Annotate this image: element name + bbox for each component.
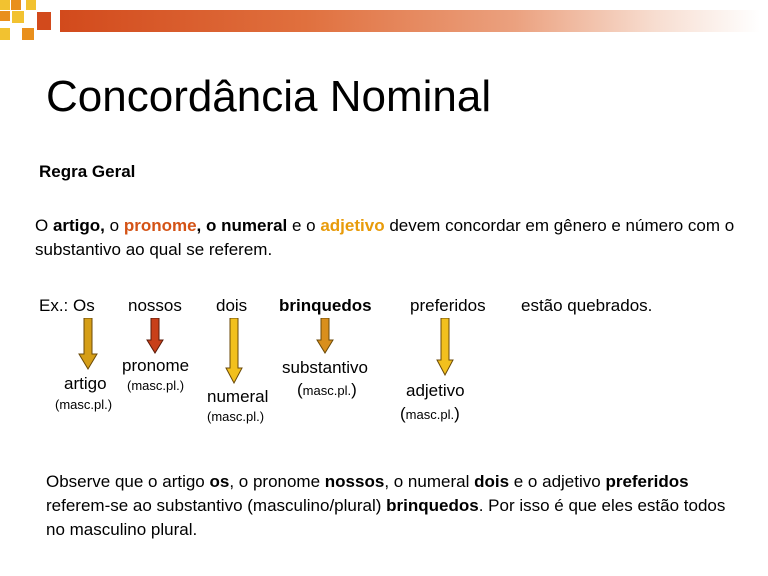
label-numeral-sub: (masc.pl.) [207,409,265,424]
example-word-nossos: nossos [128,296,182,315]
arrow-down-icon [146,318,164,354]
paren: ) [351,380,357,399]
label-pronome-sub: (masc.pl.) [127,378,185,393]
arrow-down-icon [78,318,98,370]
example-word-dois: dois [216,296,248,315]
corner-decoration [0,0,60,50]
page-title: Concordância Nominal [46,72,492,121]
observe-os: os [209,472,230,491]
rule-text: e o [287,216,321,235]
arrow-down-icon [436,318,454,376]
label-adjetivo-sub-text: masc.pl. [405,407,455,422]
example-word-preferidos: preferidos [410,296,486,315]
arrow-down-icon [316,318,334,354]
rule-text: o [104,216,124,235]
example-word-os: Ex.: Os [39,296,95,315]
paren: ( [297,380,303,399]
rule-text: devem concordar em gênero e número com o substantivo ao qual se referem. [35,216,735,259]
example-word-brinquedos: brinquedos [279,296,372,315]
rule-text: O [35,216,53,235]
rule-paragraph [35,214,735,262]
rule-numeral: numeral [221,216,288,235]
label-pronome: pronome [122,356,190,375]
label-substantivo: substantivo [282,358,368,377]
label-adjetivo: adjetivo [406,381,465,400]
paren: ) [454,404,460,423]
example-word-estao-quebrados: estão quebrados. [521,296,653,315]
label-adjetivo-sub [400,404,460,424]
observe-text: . Por isso é que eles estão todos no masculino plural. [46,496,726,539]
paren: ( [400,404,406,423]
observe-text: Observe que o artigo [46,472,210,491]
section-subtitle: Regra Geral [39,162,136,181]
label-artigo-sub: (masc.pl.) [55,397,113,412]
observe-preferidos: preferidos [605,472,689,491]
rule-pronome: pronome [123,216,197,235]
label-substantivo-sub-text: masc.pl. [302,383,352,398]
rule-text: , o [196,216,222,235]
label-artigo: artigo [64,374,107,393]
header-gradient-band [60,10,760,32]
observe-brinquedos: brinquedos [386,496,479,515]
rule-adjetivo: adjetivo [320,216,385,235]
observe-dois: dois [474,472,510,491]
observe-text: , o pronome [229,472,325,491]
arrow-down-icon [225,318,243,384]
observe-paragraph [46,470,746,542]
observe-text: e o adjetivo [509,472,606,491]
label-numeral: numeral [207,387,269,406]
observe-text: , o numeral [384,472,475,491]
observe-nossos: nossos [324,472,385,491]
rule-artigo: artigo, [52,216,105,235]
label-substantivo-sub [297,380,357,400]
observe-text: referem-se ao substantivo (masculino/plural) [46,496,387,515]
